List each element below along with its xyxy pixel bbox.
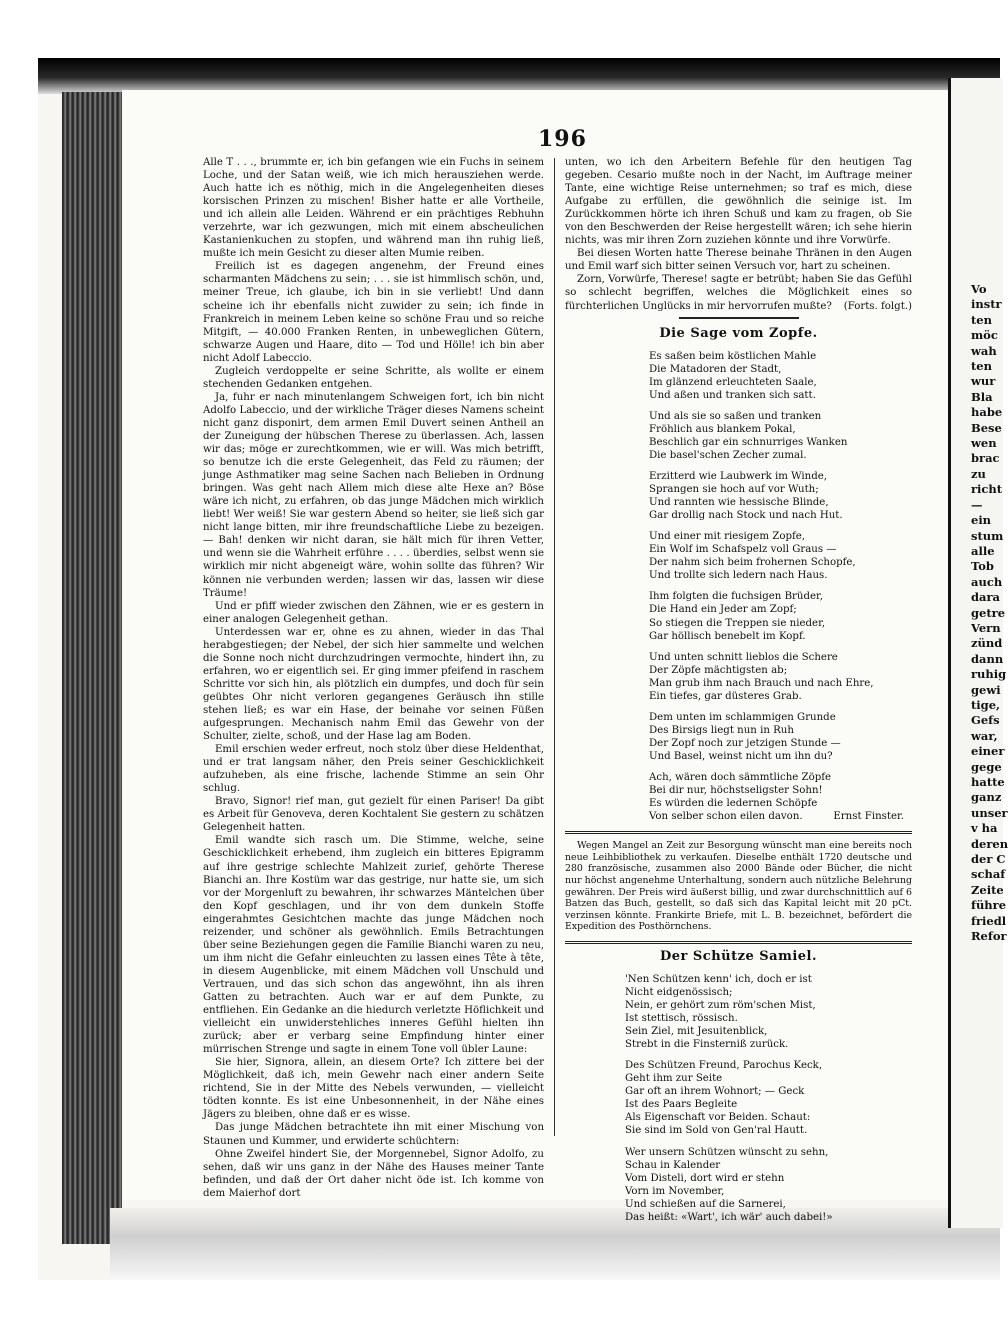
poem-line: Dem unten im schlammigen Grunde [649,711,836,723]
facing-page-text: Tob [971,559,994,574]
facing-page-text: stum [971,528,1004,543]
paragraph: unten, wo ich den Arbeitern Befehle für den heutigen Tag gegeben. Cesario mußte noch in der Nacht, im Auftrage meiner Tante, eine wichtige Reise unternehmen; so traf es mich, diese Aufgabe zu erfüllen, die gewöhnlich die seinige ist. Im Zurückkommen hörte ich ihren Schuß und kam zu fragen, ob Sie von den Beschwerden der Reise hergestellt wären; ich sehe hierin nichts, was mir ihren Zorn zuziehen könnte und ihre Vorwürfe. [565,157,912,247]
facing-page-text: gewi [971,682,1001,697]
facing-page-text: — [971,497,983,512]
section-rule [679,317,799,319]
poem-line: Ein tiefes, gar düsteres Grab. [649,690,802,702]
poem-stanza [649,530,912,582]
poem-line: Des Birsigs liegt nun in Ruh [649,724,794,736]
poem-line: Gar drollig nach Stock und nach Hut. [649,510,843,522]
poem-stanza [625,973,912,1051]
left-column [203,156,544,1200]
poem-stanza [649,651,912,703]
facing-page-text: unser [971,805,1008,820]
facing-page-text: gege [971,759,1002,774]
poem-line: Und aßen und tranken sich satt. [649,389,816,401]
facing-page-text: ruhig [971,667,1007,682]
poem-line: Gar oft an ihrem Wohnort; — Geck [625,1086,805,1098]
poem-stanza [649,410,912,462]
poem-line: 'Nen Schützen kenn' ich, doch er ist [625,973,812,985]
poem-author: Ernst Finster. [833,811,904,823]
poem-sage-vom-zopfe [649,350,912,824]
poem-stanza [649,771,912,823]
facing-page-text: dann [971,651,1004,666]
poem-stanza [625,1146,912,1224]
book-spine [62,92,122,1244]
poem-line: Ist stettisch, rössisch. [625,1013,738,1025]
paragraph: Zorn, Vorwürfe, Therese! sagte er betrübt; haben Sie das Gefühl so schlecht begriffen, welches die Möglichkeit eines so fürchterlichen Unglücks in mir hervorrufen mußte? [565,274,912,312]
facing-page-text: habe [971,405,1003,420]
paragraph: Emil wandte sich rasch um. Die Stimme, welche, seine Geschicklichkeit erhebend, ihm zugleich ein bitteres Epigramm auf ihre gestrige schlechte Mahlzeit zurief, gehörte Therese Bianchi an. Ihre Kostüm war das gestrige, nur hatte sie, um sich vor der Morgenluft zu bewahren, ihr schwarzes Mäntelchen über den Kopf geschlagen, und ihr von dem dunkeln Stoffe eingerahmtes Gesichtchen machte das junge Mädchen noch reizender, und schöner als gewöhnlich. Emils Betrachtungen über seine Beziehungen gegen die Familie Bianchi waren zu neu, um ihm nicht die Gefahr einleuchten zu lassen eines Tête à tête, in diesem Augenblicke, mit einem Mädchen voll Unschuld und Vertrauen, und das sich schon das angewöhnt, ihn als ihren Gatten zu betrachten. Auch war er auf dem Punkte, zu entfliehen. Ein Gedanke an die hiedurch verletzte Höflichkeit und vielleicht ein unwiderstehliches inneres Gefühl hielten ihn zurück; aber er verbarg seine Empfindung hinter einer mürrischen Strenge und sagte in einem Tone voll übler Laune: [203,835,544,1056]
poem-line: Die basel'schen Zecher zumal. [649,449,807,461]
paragraph: Ohne Zweifel hindert Sie, der Morgennebel, Signor Adolfo, zu sehen, daß wir uns ganz in der Nähe des Hauses meiner Tante befinden, und daß der Ort daher nicht öde ist. Ich komme von dem Maierhof dort [203,1148,544,1199]
poem-line: Im glänzend erleuchteten Saale, [649,376,817,388]
poem-line: Es saßen beim köstlichen Mahle [649,350,817,362]
notice-rule [565,831,912,834]
poem-line: Und einer mit riesigem Zopfe, [649,531,806,543]
facing-page-text: Gefs [971,713,1000,728]
facing-page-text: wah [971,343,997,358]
poem-stanza [649,350,912,402]
facing-page-text: der C [971,852,1006,867]
poem-line: Fröhlich aus blankem Pokal, [649,423,796,435]
facing-page-text: ein [971,513,992,528]
paragraph: Bei diesen Worten hatte Therese beinahe Thränen in den Augen und Emil warf sich bitter seinen Versuch vor, hart zu scheinen. [565,248,912,273]
poem-line: Die Hand ein Jeder am Zopf; [649,604,797,616]
paragraph: Emil erschien weder erfreut, noch stolz über diese Heldenthat, und er trat langsam näher, den Preis seiner Geschicklichkeit aufzuheben, als eine frische, lachende Stimme an sein Ohr schlug. [203,744,544,795]
facing-page-text: schaf [971,867,1006,882]
poem-line: Strebt in die Finsterniß zurück. [625,1039,789,1051]
continuation-note: (Forts. folgt.) [843,300,912,312]
facing-page-text: Zeite [971,882,1004,897]
poem-title: Der Schütze Samiel. [659,948,818,964]
facing-page-text: instr [971,297,1002,312]
poem-stanza [625,1059,912,1137]
paragraph: Zugleich verdoppelte er seine Schritte, als wollte er einem stechenden Gedanken entgehen. [203,365,544,390]
poem-line: Und rannten wie hessische Blinde, [649,497,829,509]
poem-line: Sprangen sie hoch auf vor Wuth; [649,484,819,496]
poem-line: Und trollte sich ledern nach Haus. [649,570,828,582]
facing-page-text: ten [971,359,992,374]
facing-page-text: zu [971,466,986,481]
poem-line: Erzitterd wie Laubwerk im Winde, [649,471,828,483]
facing-page-text: ten [971,312,992,327]
page-number: 196 [538,126,587,152]
poem-line: Schau in Kalender [625,1159,721,1171]
facing-page-text: deren [971,836,1008,851]
facing-page-text: richt [971,482,1003,497]
facing-page-text: dara [971,590,1001,605]
poem-line: Nein, er gehört zum röm'schen Mist, [625,1000,816,1012]
poem-schuetze-samiel [625,973,912,1224]
poem-line: Ach, wären doch sämmtliche Zöpfe [649,771,832,783]
poem-line: Und unten schnitt lieblos die Schere [649,651,838,663]
facing-page-text: auch [971,574,1003,589]
poem-line: Von selber schon eilen davon. [649,811,803,823]
poem-line: Und schießen auf die Sarnerei, [625,1198,786,1210]
poem-line: Das heißt: «Wart', ich wär' auch dabei!» [625,1211,833,1223]
poem-line: Als Eigenschaft vor Beiden. Schaut: [625,1112,811,1124]
poem-line: Die Matadoren der Stadt, [649,363,782,375]
column-divider [554,158,555,1136]
poem-stanza [649,470,912,522]
facing-page-text: Vern [971,620,1001,635]
paragraph: Ja, fuhr er nach minutenlangem Schweigen fort, ich bin nicht Adolfo Labeccio, und der wirkliche Träger dieses Namens scheint nicht ganz disponirt, dem armen Emil Duvert seinen Antheil an der Zuneigung der hübschen Therese zu überlassen. Ach, lassen wir das; möge er zurechtkommen, wie er will. Was mich betrifft, so benutze ich die erste Gelegenheit, das Feld zu räumen; der junge Asthmatiker mag seine Sachen nach Belieben in Ordnung bringen. Was geht nach Allem mich diese alte Hexe an? Böse wäre ich nicht, zu erfahren, ob das junge Mädchen mich wirklich liebt! Wer weiß! Sie war gestern Abend so heiter, sie ließ sich gar nicht lange bitten, mir ihre freundschaftliche Liebe zu bezeigen. — Bah! denken wir nicht daran, sie hält mich für ihren Vetter, und wenn sie die Wahrheit erführe . . . . überdies, selbst wenn sie wirklich mir nicht abgeneigt wäre, wohin sollte das führen? Wir können nie verbunden werden; lassen wir das, lassen wir diese Träume! [203,391,544,599]
poem-stanza [649,590,912,642]
facing-page-text: friedl [971,913,1007,928]
poem-line: So stiegen die Treppen sie nieder, [649,617,826,629]
facing-page-text: tige, [971,697,1001,712]
facing-page-text: zünd [971,636,1003,651]
poem-line: Nicht eidgenössisch; [625,987,733,998]
poem-line: Und Basel, weinst nicht um ihn du? [649,750,833,762]
poem-line: Wer unsern Schützen wünscht zu sehn, [625,1146,829,1158]
facing-page-text: alle [971,543,995,558]
poem-line: Der Zopf noch zur jetzigen Stunde — [649,737,841,749]
paragraph: Unterdessen war er, ohne es zu ahnen, wieder in das Thal herabgestiegen; der Nebel, der sich hier sammelte und welchen die Sonne noch nicht durchzudringen vermochte, hindert ihn, zu erfahren, wo er eigentlich sei. Er ging immer pfeifend in raschem Schritte vor sich hin, als plötzlich ein dumpfes, und doch für sein geübtes Ohr nicht verloren gegangenes Geräusch ihn stille stehen ließ; es war ein Hase, der beinahe vor seinen Füßen aufgesprungen. Mechanisch nahm Emil das Gewehr von der Schulter, zielte, schoß, und der Hase lag am Boden. [203,626,544,743]
facing-page-text: Bla [971,389,993,404]
facing-page-fragment [948,78,1008,1228]
facing-page-text: wen [971,436,997,451]
poem-line: Man grub ihm nach Brauch und nach Ehre, [649,677,874,689]
facing-page-text: Bese [971,420,1002,435]
book-top-edge [38,58,1000,94]
poem-line: Geht ihm zur Seite [625,1073,723,1085]
poem-line: Und als sie so saßen und tranken [649,410,822,422]
paragraph: Sie hier, Signora, allein, an diesem Orte? Ich zittere bei der Möglichkeit, daß ich, mein Gewehr nach einer andern Seite richtend, Sie in der Mitte des Nebels verwunden, — vielleicht tödten konnte. Es ist eine Unbesonnenheit, in der Nähe eines Jägers zu bleiben, ohne daß er es wisse. [203,1057,544,1121]
poem-line: Ein Wolf im Schafspelz voll Graus — [649,544,837,556]
paragraph: Alle T . . ., brummte er, ich bin gefangen wie ein Fuchs in seinem Loche, und der Satan weiß, wie ich mich herausziehen werde. Auch hatte ich es nöthig, mich in die Angelegenheiten dieses korsischen Prinzen zu mischen! Bisher hatte er alle Vortheile, und ich allein alle Leiden. Während er ein prächtiges Rebhuhn verzehrte, war ich gezwungen, mich mit einem abscheulichen Kastanienkuchen zu stopfen, und während man ihn ruhig ließ, mußte ich mein Gesicht zu dieser alten Mumie reiben. [203,157,544,260]
facing-page-text: getre [971,605,1006,620]
facing-page-text: Refor [971,929,1007,944]
right-column [565,156,912,1232]
poem-line: Vom Disteli, dort wird er stehn [625,1172,785,1184]
facing-page-text: brac [971,451,1000,466]
poem-line: Sein Ziel, mit Jesuitenblick, [625,1026,768,1038]
poem-line: Sie sind im Sold von Gen'ral Hautt. [625,1125,808,1137]
paragraph: Und er pfiff wieder zwischen den Zähnen, wie er es gestern in einer analogen Gelegenheit gethan. [203,600,544,625]
advertisement-notice: Wegen Mangel an Zeit zur Besorgung wünscht man eine bereits noch neue Leihbibliothek zu verkaufen. Dieselbe enthält 1720 deutsche und 280 französische, zusammen also 2000 Bände oder Bücher, die nicht nur höchst angenehme Unterhaltung, sondern auch nützliche Belehrung gewähren. Der Preis wird äußerst billig, und zwar durchschnittlich auf 6 Batzen das Buch, gestellt, so daß sich das Kapital leicht mit 20 pCt. verzinsen könnte. Frankirte Briefe, mit L. B. bezeichnet, befördert die Expedition des Posthörnchens. [565,840,912,933]
facing-page-text: einer [971,744,1005,759]
poem-line: Bei dir nur, höchstseligster Sohn! [649,785,823,797]
paragraph: Das junge Mädchen betrachtete ihn mit einer Mischung von Staunen und Kummer, und erwiderte schüchtern: [203,1122,544,1147]
paragraph: Bravo, Signor! rief man, gut gezielt für einen Pariser! Da gibt es Arbeit für Genoveva, deren Kochtalent Sie gestern zu schätzen Gelegenheit hatten. [203,796,544,834]
poem-line: Es würden die ledernen Schöpfe [649,798,818,810]
poem-line: Gar höllisch benebelt im Kopf. [649,630,806,642]
poem-line: Ihm folgten die fuchsigen Brüder, [649,591,824,603]
notice-rule-bottom [565,941,912,944]
facing-page-text: Vo [971,282,987,296]
poem-title: Die Sage vom Zopfe. [659,325,818,341]
facing-page-text: führe [971,898,1007,913]
poem-line: Ist des Paars Begleite [625,1099,738,1111]
facing-page-text: wur [971,374,996,389]
poem-line: Beschlich gar ein schnurriges Wanken [649,436,848,448]
facing-page-text: möc [971,328,998,343]
facing-page-text: ganz [971,790,1002,805]
poem-line: Vorn im November, [625,1185,725,1197]
facing-page-text: v ha [971,821,998,836]
poem-stanza [649,711,912,763]
paragraph: Freilich ist es dagegen angenehm, der Freund eines scharmanten Mädchens zu sein; . . . sie ist himmlisch schön, und, meiner Treue, ich glaube, ich bin in sie verliebt! Und dann scheine ich ihr ebenfalls nicht zuwider zu sein; ich finde in Frankreich in meinem Leben keine so schöne Frau und so reiche Mitgift, — 40.000 Franken Renten, in unbeweglichen Gütern, schwarze Augen und Haare, dito — Tod und Hölle! ich bin aber nicht Adolf Labeccio. [203,261,544,364]
facing-page-text: hatte [971,775,1005,789]
poem-line: Des Schützen Freund, Parochus Keck, [625,1060,823,1072]
facing-page-text: war, [971,728,998,743]
poem-line-with-signature [649,810,912,823]
poem-line: Der nahm sich beim frohernen Schopfe, [649,557,856,569]
poem-line: Der Zöpfe mächtigsten ab; [649,664,788,676]
